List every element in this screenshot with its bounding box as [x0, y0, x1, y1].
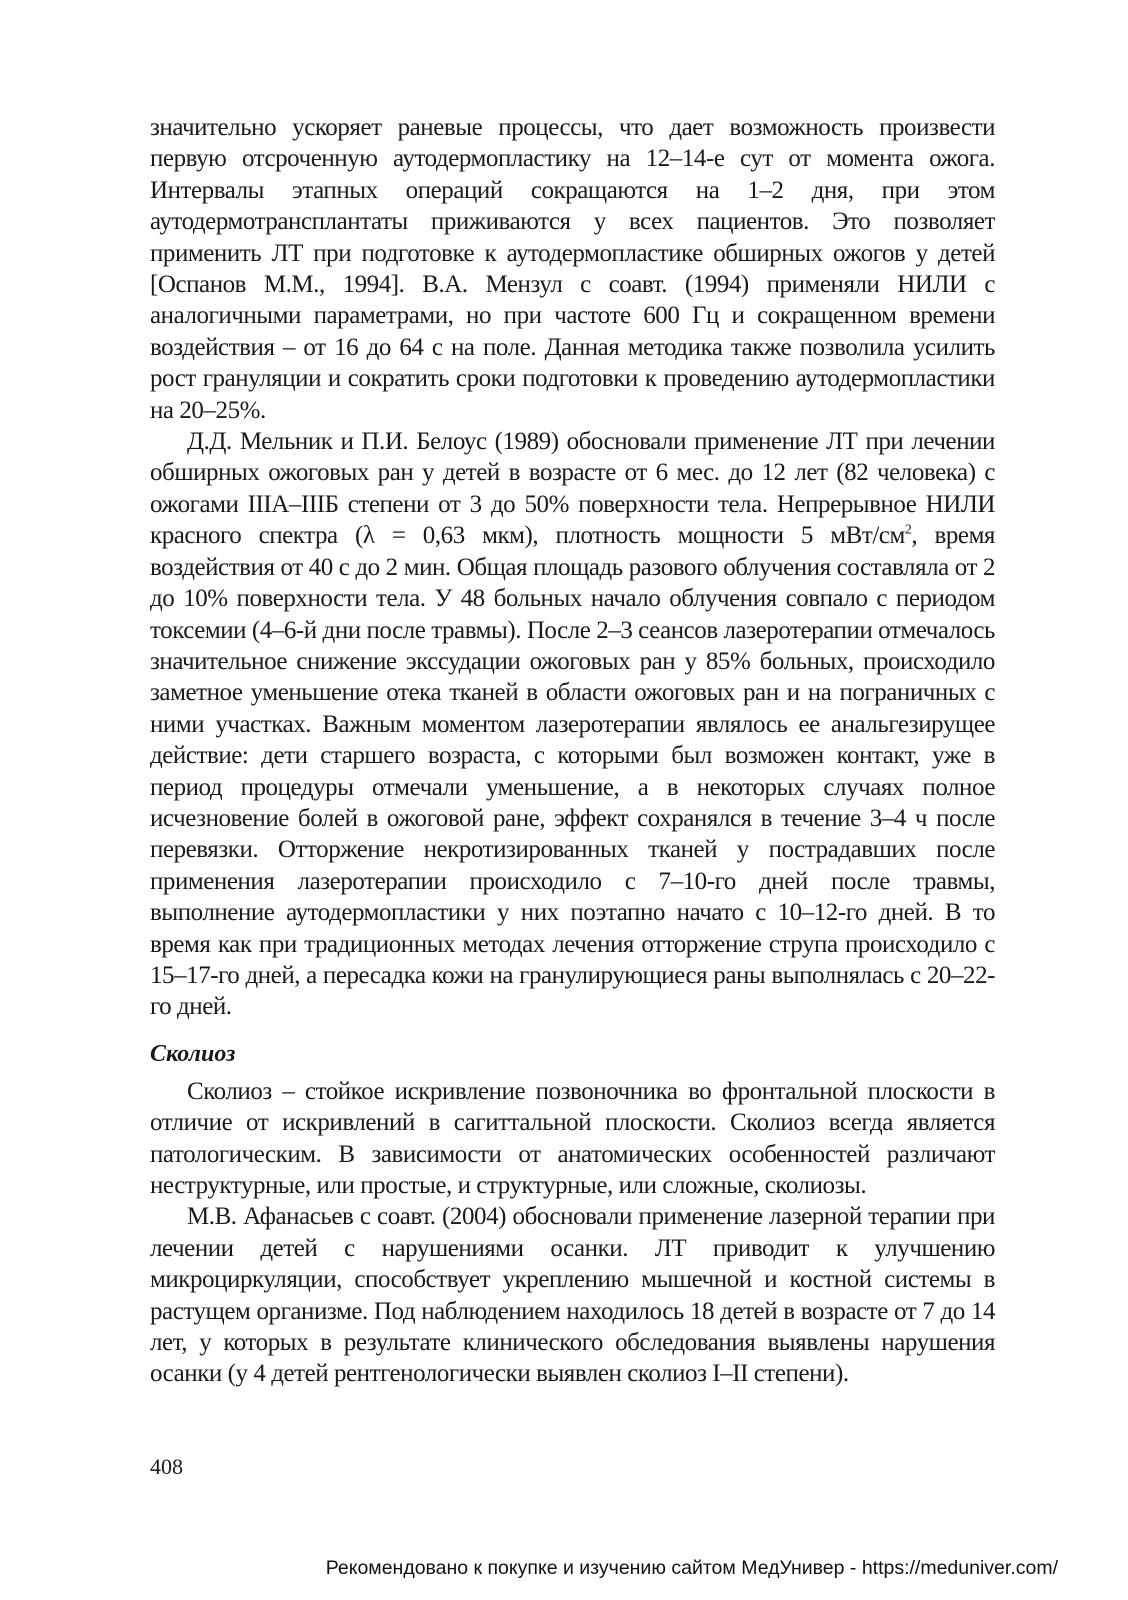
page-number: 408	[150, 1454, 183, 1479]
paragraph-afanasiev: М.В. Афанасьев с соавт. (2004) обосновали применение лазерной терапии при лечении детей с нарушениями осанки. ЛТ приводит к улучшению микроциркуляции, способствует укреплению мышечной и костной системы в растущем организме. Под наблюдением находилось 18 детей в возрасте от 7 до 14 лет, у которых в результате клинического обследования выявлены нарушения осанки (у 4 детей рентгенологически выявлен сколиоз I–II степени).	[150, 1203, 995, 1388]
paragraph-continuation: значительно ускоряет раневые процессы, что дает возможность произвести первую отсроченную аутодермопластику на 12–14-е сут от момента ожога. Интервалы этапных операций сокращаются на 1–2 дня, при этом аутодермотрансплантаты приживаются у всех пациентов. Это позволяет применить ЛТ при подготовке к аутодермопластике обширных ожогов у детей [Оспанов М.М., 1994]. В.А. Мензул с соавт. (1994) применяли НИЛИ с аналогичными параметрами, но при частоте 600 Гц и сокращенном времени воздействия – от 16 до 64 с на поле. Данная методика также позволила усилить рост грануляции и сократить сроки подготовки к проведению аутодермопластики на 20–25%.	[150, 114, 995, 424]
page-body	[150, 112, 995, 1390]
footer-note: Рекомендовано к покупке и изучению сайтом МедУнивер - https://meduniver.com/	[325, 1557, 1058, 1579]
paragraph-text-part: Д.Д. Мельник и П.И. Белоус (1989) обосновали применение ЛТ при лечении обширных ожоговых ран у детей в возрасте от 6 мес. до 12 лет (82 человека) с ожогами IIIA–IIIБ степени от 3 до 50% поверхности тела. Непрерывное НИЛИ красного спектра (λ = 0,63 мкм), плотность мощности 5 мВт/см	[150, 428, 995, 550]
paragraph-melnik-belous	[150, 426, 995, 1023]
section-heading: Сколиоз	[150, 1040, 236, 1067]
paragraph-scoliosis-definition: Сколиоз – стойкое искривление позвоночника во фронтальной плоскости в отличие от искривлений в сагиттальной плоскости. Сколиоз всегда является патологическим. В зависимости от анатомических особенностей различают неструктурные, или простые, и структурные, или сложные, сколиозы.	[150, 1077, 995, 1199]
superscript-exponent: 2	[904, 522, 912, 538]
paragraph-text-part: , время воздействия от 40 с до 2 мин. Общая площадь разового облучения составляла от 2 до 10% поверхности тела. У 48 больных начало облучения совпало с периодом токсемии (4–6-й дни после травмы). После 2–3 сеансов лазеротерапии отмечалось значительное снижение экссудации ожоговых ран у 85% больных, происходило заметное уменьшение отека тканей в области ожоговых ран и на пограничных с ними участках. Важным моментом лазеротерапии являлось ее анальгезирущее действие: дети старшего возраста, с которыми был возможен контакт, уже в период процедуры отмечали уменьшение, а в некоторых случаях полное исчезновение болей в ожоговой ране, эффект сохранялся в течение 3–4 ч после перевязки. Отторжение некротизированных тканей у пострадавших после применения лазеротерапии происходило с 7–10-го дней после травмы, выполнение аутодермопластики у них поэтапно начато с 10–12-го дней. В то время как при традиционных методах лечения отторжение струпа происходило с 15–17-го дней, а пересадка кожи на гранулирующиеся раны выполнялась с 20–22-го дней.	[150, 522, 995, 1021]
